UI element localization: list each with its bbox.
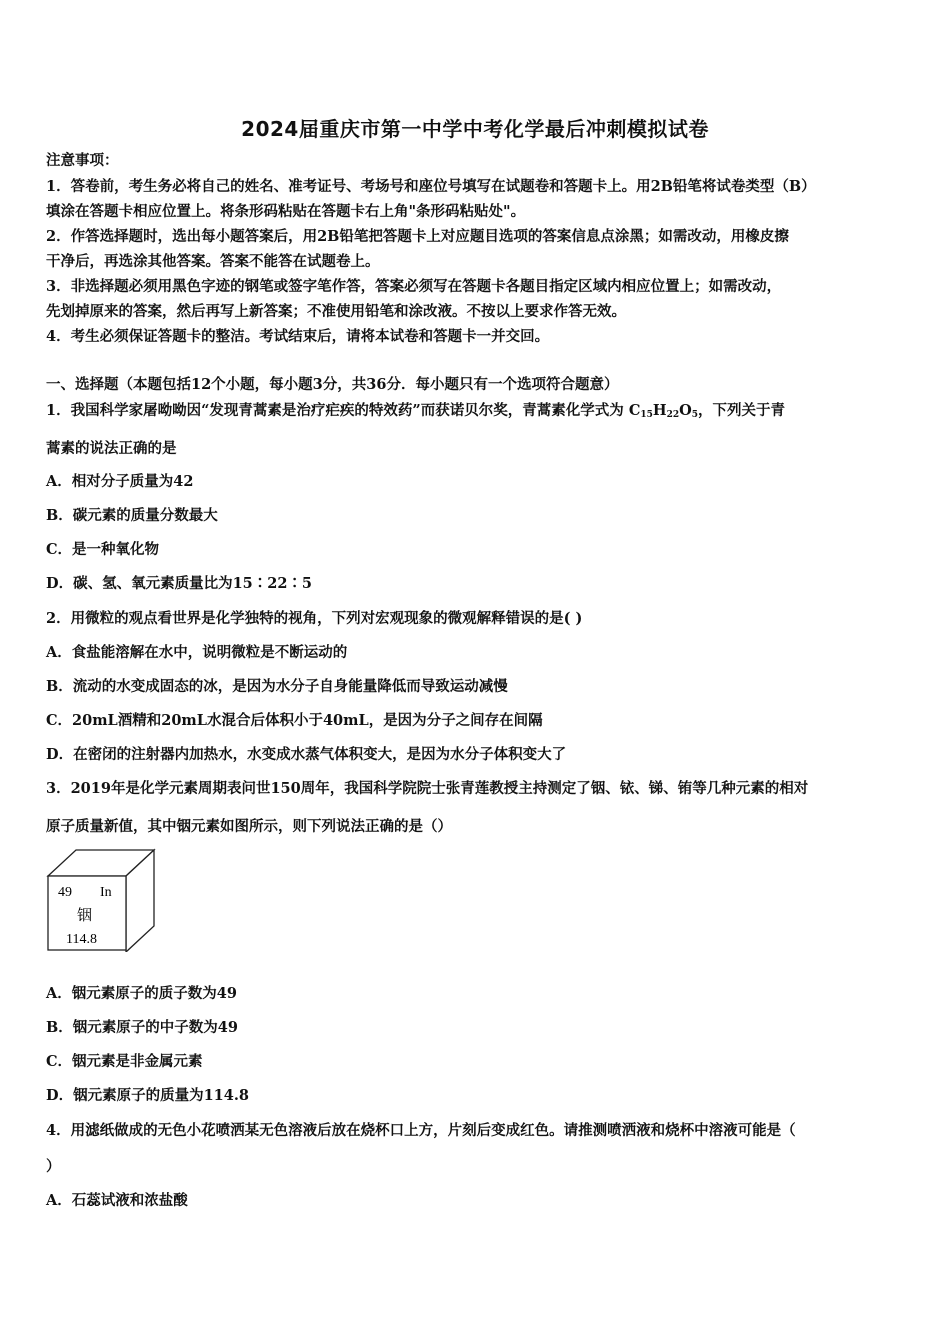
question-3-stem-cont: 原子质量新值，其中铟元素如图所示，则下列说法正确的是（） bbox=[46, 818, 452, 835]
element-symbol: In bbox=[100, 885, 112, 900]
element-atomic-mass: 114.8 bbox=[66, 932, 97, 947]
notice-line: 先划掉原来的答案，然后再写上新答案；不准使用铅笔和涂改液。不按以上要求作答无效。 bbox=[46, 303, 626, 320]
section-heading: 一、选择题（本题包括12个小题，每小题3分，共36分．每小题只有一个选项符合题意） bbox=[46, 376, 619, 393]
question-1-stem-cont: 蒿素的说法正确的是 bbox=[46, 440, 177, 457]
question-3-stem: 3．2019年是化学元素周期表问世150周年，我国科学院院士张青莲教授主持测定了铟、铱、锑、铕等几种元素的相对 bbox=[46, 780, 809, 797]
question-3-option-b: B．铟元素原子的中子数为49 bbox=[46, 1019, 238, 1036]
element-atomic-number: 49 bbox=[58, 885, 72, 900]
question-4-stem: 4．用滤纸做成的无色小花喷洒某无色溶液后放在烧杯口上方，片刻后变成红色。请推测喷洒液和烧杯中溶液可能是（ bbox=[46, 1122, 796, 1139]
question-1-option-d: D．碳、氢、氧元素质量比为15∶22∶5 bbox=[46, 575, 313, 592]
indium-element-cell-figure bbox=[46, 848, 156, 952]
question-3-option-c: C．铟元素是非金属元素 bbox=[46, 1053, 203, 1070]
question-4-stem-cont: ） bbox=[46, 1158, 61, 1175]
page-title: 2024届重庆市第一中学中考化学最后冲刺模拟试卷 bbox=[241, 117, 709, 141]
question-2-option-c: C．20mL酒精和20mL水混合后体积小于40mL，是因为分子之间存在间隔 bbox=[46, 712, 543, 729]
question-2-option-b: B．流动的水变成固态的冰，是因为水分子自身能量降低而导致运动减慢 bbox=[46, 678, 508, 695]
element-name: 铟 bbox=[77, 906, 93, 924]
notice-line: 填涂在答题卡相应位置上。将条形码粘贴在答题卡右上角"条形码粘贴处"。 bbox=[46, 203, 526, 220]
question-4-option-a: A．石蕊试液和浓盐酸 bbox=[46, 1192, 188, 1209]
question-3-option-a: A．铟元素原子的质子数为49 bbox=[46, 985, 237, 1002]
question-1-option-a: A．相对分子质量为42 bbox=[46, 473, 194, 490]
question-1-option-c: C．是一种氧化物 bbox=[46, 541, 160, 558]
notice-heading: 注意事项： bbox=[46, 152, 119, 169]
question-3-option-d: D．铟元素原子的质量为114.8 bbox=[46, 1087, 249, 1104]
question-1-option-b: B．碳元素的质量分数最大 bbox=[46, 507, 218, 524]
question-2-stem: 2．用微粒的观点看世界是化学独特的视角，下列对宏观现象的微观解释错误的是( ) bbox=[46, 610, 583, 627]
notice-line: 1．答卷前，考生务必将自己的姓名、准考证号、考场号和座位号填写在试题卷和答题卡上。用2B铅笔将试卷类型（B） bbox=[46, 178, 816, 195]
question-2-option-d: D．在密闭的注射器内加热水，水变成水蒸气体积变大，是因为水分子体积变大了 bbox=[46, 746, 567, 763]
notice-line: 2．作答选择题时，选出每小题答案后，用2B铅笔把答题卡上对应题目选项的答案信息点涂黑；如需改动，用橡皮擦 bbox=[46, 228, 789, 245]
question-1-stem: 1．我国科学家屠呦呦因“发现青蒿素是治疗疟疾的特效药”而获诺贝尔奖，青蒿素化学式为 $C_{15}H_{22}O_5$，下列关于青 bbox=[46, 402, 786, 420]
notice-line: 干净后，再选涂其他答案。答案不能答在试题卷上。 bbox=[46, 253, 380, 270]
notice-line: 4．考生必须保证答题卡的整洁。考试结束后，请将本试卷和答题卡一并交回。 bbox=[46, 328, 550, 345]
question-2-option-a: A．食盐能溶解在水中，说明微粒是不断运动的 bbox=[46, 644, 348, 661]
notice-line: 3．非选择题必须用黑色字迹的钢笔或签字笔作答，答案必须写在答题卡各题目指定区域内相应位置上；如需改动， bbox=[46, 278, 782, 295]
